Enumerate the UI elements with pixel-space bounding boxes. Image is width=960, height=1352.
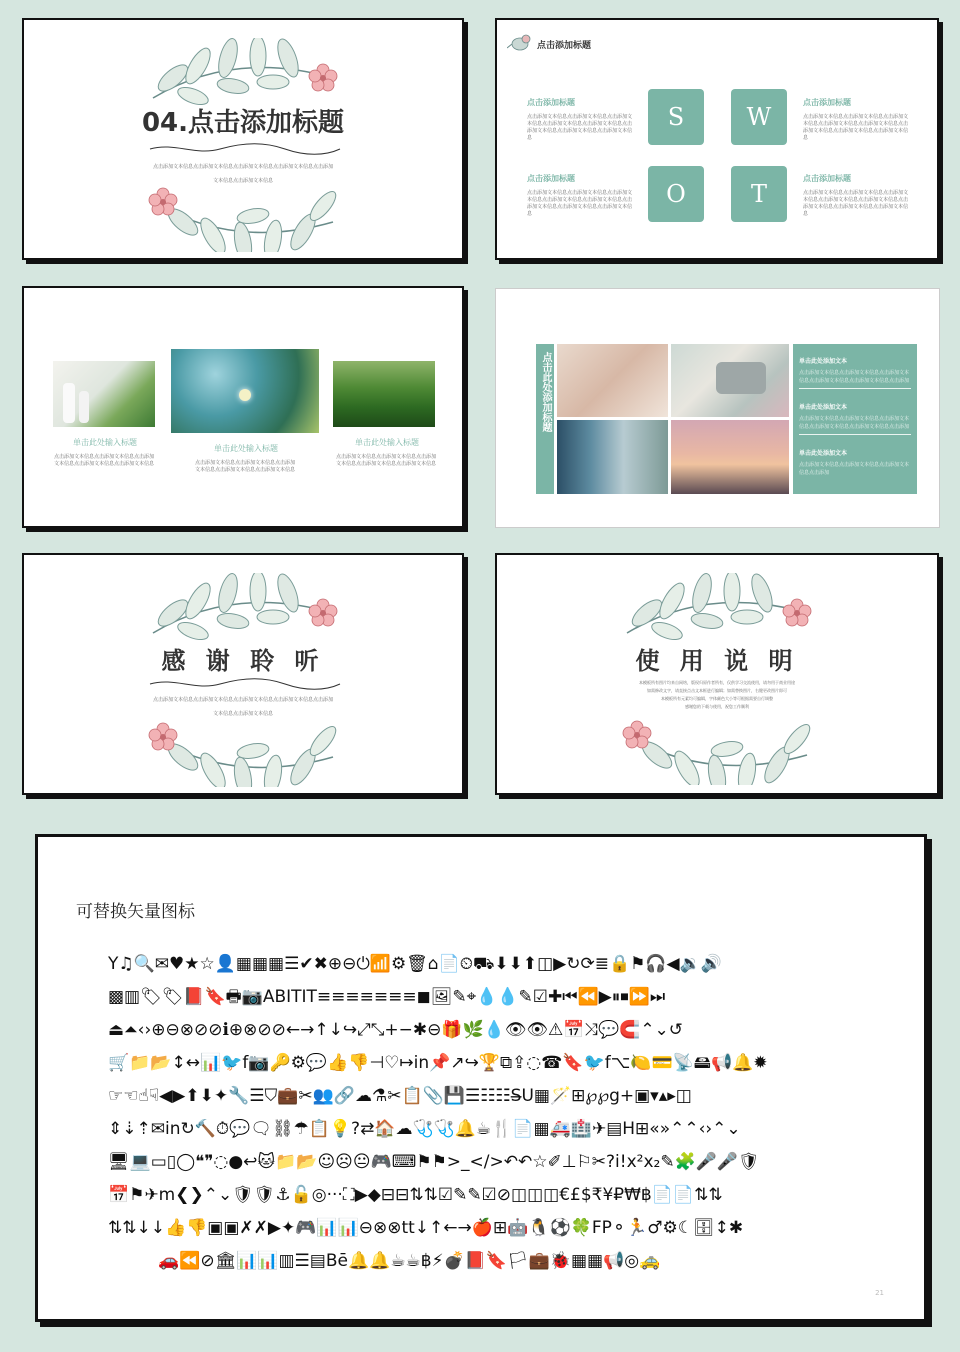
block-label: 点击添加标题 [803, 98, 851, 107]
slide-frame [22, 286, 464, 528]
icon-row-6: ⇕⇣⇡✉in↻🔨⏱💬🗨⛓☂📋💡?⇄🏠☁🩺🩺🔔☕🍴📄▦🚑🏥✈▤H⊞«»⌃⌃‹›⌃⌄ [108, 1118, 741, 1139]
slide-photo-grid[interactable] [485, 278, 950, 536]
entry-text: 点击添加文本信息点击添加文本信息点击添加文本信息点击添加文本信息点击添加文本信息点击添加 [799, 370, 910, 384]
slide-frame [22, 18, 464, 260]
wreath-top [143, 573, 343, 643]
swot-w: W [731, 89, 787, 145]
slide-thanks[interactable] [10, 545, 475, 803]
block-text: 点击添加文本信息点击添加文本信息点击添加文本信息点击添加文本信息点击添加文本信息点击添加文本信息点击添加文本信息点击添加文本信息 [527, 190, 633, 217]
bird-icon [507, 32, 533, 54]
photo-vases [53, 361, 155, 427]
slide-frame [35, 834, 927, 1322]
slide-section-title[interactable] [10, 10, 475, 268]
wreath-bottom [617, 715, 817, 785]
block-text: 点击添加文本信息点击添加文本信息点击添加文本信息点击添加文本信息点击添加文本信息点击添加文本信息点击添加文本信息点击添加文本信息 [803, 190, 909, 217]
item-label: 单击此处输入标题 [214, 444, 278, 453]
item-label: 单击此处输入标题 [73, 438, 137, 447]
vertical-title-bar [536, 344, 554, 494]
slide-header: 点击添加标题 [537, 41, 592, 51]
item-text: 点击添加文本信息点击添加文本信息点击添加文本信息点击添加文本信息点击添加文本信息 [54, 454, 155, 467]
swirl-line [145, 142, 345, 156]
slide-title: 使 用 说 明 [635, 647, 799, 675]
wreath-bottom [143, 717, 343, 787]
icon-row-7: 🖥💻▭▯◯❝❞◌●↩🐱📁📂☺☹😐🎮⌨⚑⚑>_</>↶↶☆✐⊥⚐✂?i!x²x₂✎🧩🎤🎤🛡 [108, 1151, 760, 1172]
panel-entry-3 [799, 448, 911, 477]
photo-window [557, 420, 668, 494]
icon-row-1: Y♫🔍✉♥★☆👤▦▦▦☰✔✖⊕⊖⏻📶⚙🗑⌂📄⏲⛟⬇⬇⬆◫▶↻⟳≣🔒⚑🎧◀🔉🔊 [108, 953, 722, 974]
swot-o: O [648, 166, 704, 222]
slide-title: 04.点击添加标题 [141, 108, 345, 138]
slide-usage[interactable] [485, 545, 950, 803]
subtitle-line-1: 点击添加文本信息点击添加文本信息点击添加文本信息点击添加文本信息点击添加 [152, 164, 333, 170]
block-label: 点击添加标题 [527, 98, 575, 107]
wreath-bottom [143, 182, 343, 252]
swirl-line [145, 677, 345, 691]
entry-label: 单击此处添加文本 [799, 450, 848, 457]
image-item-2 [195, 443, 297, 474]
photo-grass [333, 361, 435, 427]
swot-block-2 [803, 97, 911, 142]
block-label: 点击添加标题 [527, 174, 575, 183]
usage-line-1: 本模板所有图片均来自网络，版权归原作者所有，仅供学习交流使用，请勿用于商业用途 [639, 680, 795, 685]
slide-swot[interactable] [485, 10, 950, 268]
icon-row-3: ⏏⏶‹›⊕⊖⊗⊘⊘ℹ⊕⊗⊘⊘←→↑↓↪⤢⤡+−✱⊖🎁🌿💧👁👁⚠📅⤨💬🧲⌃⌄↺ [108, 1019, 684, 1040]
usage-line-3: 本模板所有元素均可编辑，字体颜色大小等可根据需要自行调整 [661, 696, 773, 701]
photo-palms [671, 420, 789, 494]
slide-frame [22, 553, 464, 795]
entry-label: 单击此处添加文本 [799, 404, 848, 411]
slide-icons[interactable] [10, 812, 950, 1344]
icon-row-4: 🛒📁📂↕↔📊🐦f📷🔑⚙💬👍👎⊣♡↦in📌↗↪🏆⧉⇪◌☎🔖🐦f⌥🍋💳📡🖴📢🔔✹ [108, 1052, 768, 1073]
icon-row-9: ⇅⇅↓↓👍👎▣▣✗✗▶✦🎮📊📊⊖⊗⊗tt↓↑←→🍎⊞🤖🐧⚽🍀FP⚬🏃♂⚙☾🗄↕✱ [108, 1217, 744, 1238]
slide-title: 感 谢 聆 听 [161, 647, 325, 675]
swot-t: T [731, 166, 787, 222]
icon-row-2: ▩▥🏷🏷📕🔖🖶📷ABITIT≡≡≡≡≡≡≡◼🖼✎⌖💧💧✎☑✚⏮⏪▶⏸⏹⏩⏭ [108, 986, 666, 1007]
icon-row-5: ☞☜☝☟◀▶⬆⬇✦🔧☰⛉💼✂👥🔗☁⚗✂📋📎💾☰☷☷S̶U▦🪄⊞℘℘g+▣▾▴▸◫ [108, 1085, 692, 1106]
photo-letters [557, 344, 668, 417]
entry-text: 点击添加文本信息点击添加文本信息点击添加文本信息点击添加文本信息点击添加文本信息点击添加 [799, 416, 910, 430]
usage-line-2: 如需修改文字，请直接点击文本框进行编辑；如需替换图片，右键更改图片即可 [647, 688, 787, 693]
photo-flower [171, 349, 319, 433]
subtitle-line-1: 点击添加文本信息点击添加文本信息点击添加文本信息点击添加文本信息点击添加 [152, 697, 333, 703]
item-text: 点击添加文本信息点击添加文本信息点击添加文本信息点击添加文本信息点击添加文本信息 [336, 454, 437, 467]
subtitle-line-2: 文本信息点击添加文本信息 [212, 711, 273, 717]
image-item-1 [54, 437, 156, 468]
text-panel [793, 344, 917, 494]
panel-entry-1 [799, 356, 911, 389]
entry-label: 单击此处添加文本 [799, 358, 848, 365]
swot-block-1 [527, 97, 635, 142]
slide-frame [495, 18, 939, 260]
item-label: 单击此处输入标题 [355, 438, 419, 447]
swot-block-4 [803, 173, 911, 218]
swot-s: S [648, 89, 704, 145]
wreath-top [617, 573, 817, 643]
slide-frame [495, 288, 940, 528]
slide-frame [495, 553, 939, 795]
page-number: 21 [875, 1289, 884, 1297]
wreath-top [143, 38, 343, 108]
block-label: 点击添加标题 [803, 174, 851, 183]
vertical-title: 点击此处添加标题 [540, 352, 551, 432]
swot-block-3 [527, 173, 635, 218]
photo-typewriter [671, 344, 789, 417]
block-text: 点击添加文本信息点击添加文本信息点击添加文本信息点击添加文本信息点击添加文本信息点击添加文本信息点击添加文本信息点击添加文本信息 [527, 114, 633, 141]
slide-three-images[interactable] [10, 278, 475, 536]
image-item-3 [336, 437, 438, 468]
icon-row-10: 🚗⏪⊘🏛📊📊▥☰▤Bē🔔🔔☕☕฿⚡💣📕🔖🏳💼🐞▦▦📢◎🚕 [158, 1250, 661, 1271]
icons-title: 可替换矢量图标 [76, 902, 195, 922]
usage-line-4: 感谢您的下载与使用，祝您工作顺利 [685, 704, 749, 709]
subtitle-line-2: 文本信息点击添加文本信息 [212, 178, 273, 184]
icon-row-8: 📅⚑✈m❮❯⌃⌄🛡🛡⚓🔓◎···⛶▶◆⊟⊟⇅⇅☑✎✎☑⊘◫◫◫€£$₹¥₽₩฿📄📄⇅⇅ [108, 1184, 723, 1205]
item-text: 点击添加文本信息点击添加文本信息点击添加文本信息点击添加文本信息点击添加文本信息 [195, 460, 296, 473]
panel-entry-2 [799, 402, 911, 435]
entry-text: 点击添加文本信息点击添加文本信息点击添加文本信息点击添加 [799, 462, 910, 476]
block-text: 点击添加文本信息点击添加文本信息点击添加文本信息点击添加文本信息点击添加文本信息点击添加文本信息点击添加文本信息点击添加文本信息 [803, 114, 909, 141]
